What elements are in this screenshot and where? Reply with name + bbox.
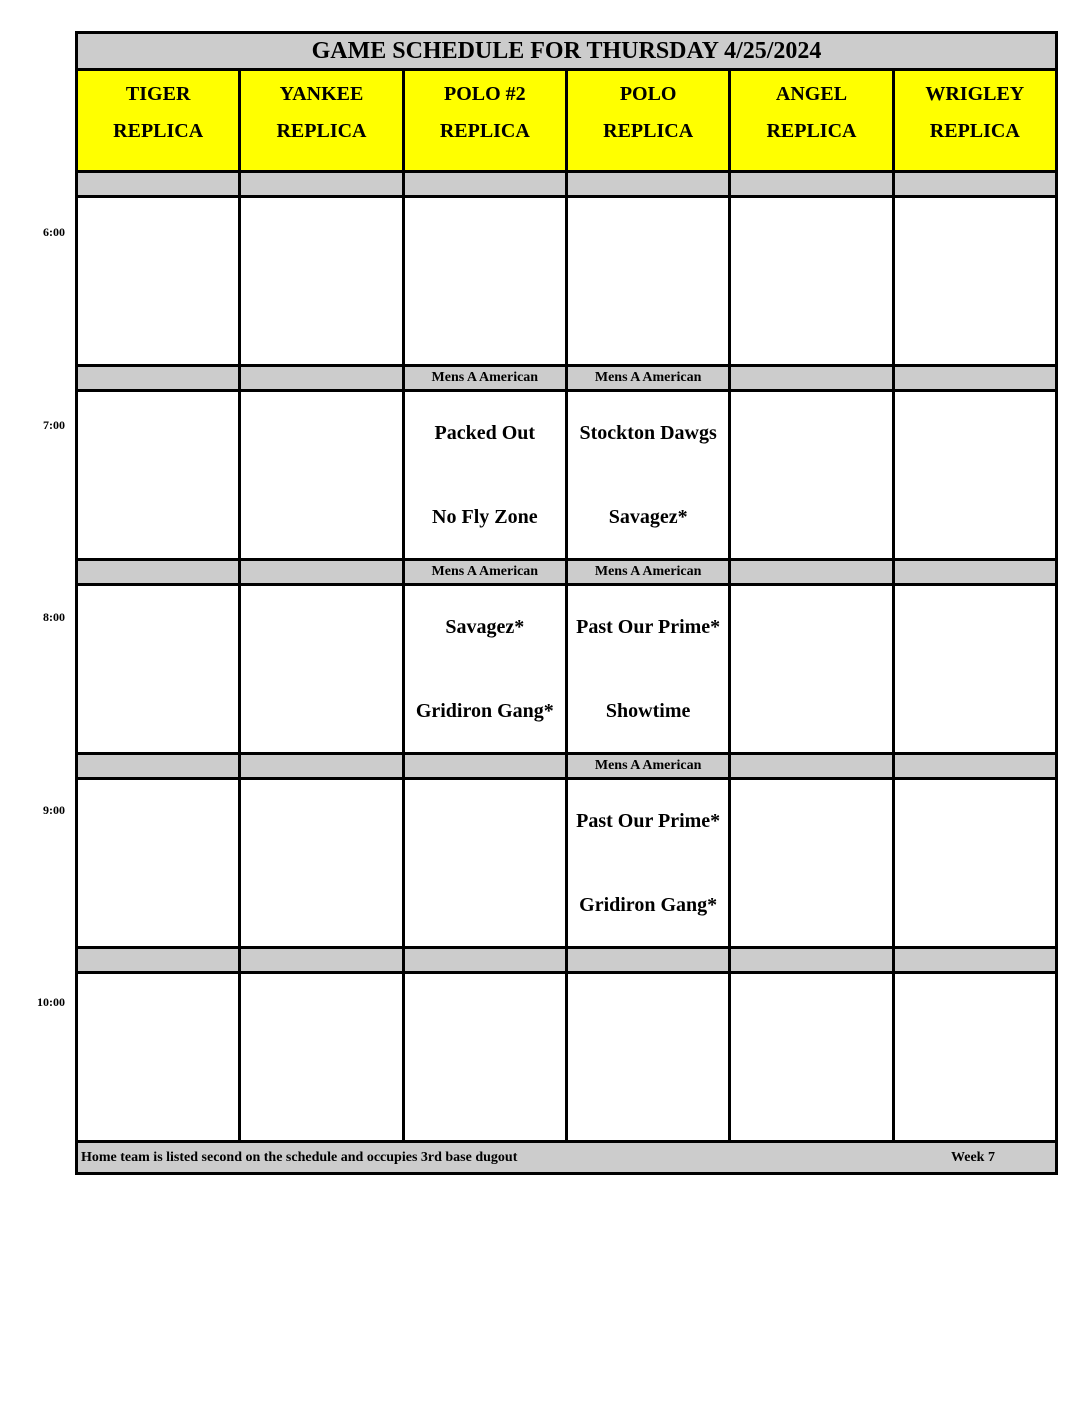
field-type: REPLICA [603,120,694,142]
home-team: Showtime [605,700,691,722]
field-name: POLO [619,83,677,105]
home-team: Savagez* [608,506,688,528]
division-label [568,949,731,971]
division-label [895,561,1055,583]
time-slots [78,173,1055,1143]
game-cell [405,198,568,364]
division-label [78,949,241,971]
game-cell [895,392,1055,558]
field-name: YANKEE [279,83,364,105]
division-label [731,367,894,389]
schedule-footer [78,1143,1055,1172]
field-name: TIGER [125,83,191,105]
game-cell [405,780,568,946]
game-cell [895,198,1055,364]
game-cell [241,586,404,752]
game-slot-row [78,780,1055,949]
division-strip [78,367,1055,392]
division-label [241,173,404,195]
division-label [241,367,404,389]
game-cell [731,198,894,364]
game-cell [568,780,731,946]
division-label [731,561,894,583]
game-cell [78,780,241,946]
field-header [78,71,241,170]
away-team: Past Our Prime* [576,616,721,638]
division-label: Mens A American [568,755,731,777]
field-header-row [78,71,1055,173]
division-label [405,755,568,777]
game-cell [731,586,894,752]
division-label [405,949,568,971]
home-team-note: Home team is listed second on the schedule and occupies 3rd base dugout [81,1150,518,1165]
away-team: Packed Out [434,422,536,444]
game-cell [78,198,241,364]
division-label [78,561,241,583]
game-cell [241,780,404,946]
division-label [895,755,1055,777]
time-label: 7:00 [43,417,65,432]
division-label [568,173,731,195]
field-name: ANGEL [775,83,848,105]
game-slot-row [78,198,1055,367]
game-cell [241,974,404,1140]
time-label: 8:00 [43,610,65,624]
game-slot-row [78,974,1055,1143]
division-label: Mens A American [568,367,731,389]
division-label [895,949,1055,971]
division-label [895,173,1055,195]
field-header [241,71,404,170]
time-label: 9:00 [43,802,65,817]
field-type: REPLICA [276,120,367,142]
game-cell [405,974,568,1140]
game-cell [731,780,894,946]
division-label [895,367,1055,389]
division-label [731,949,894,971]
game-cell [895,974,1055,1140]
field-name: POLO #2 [443,83,526,105]
time-label: 10:00 [37,995,65,1009]
division-label: Mens A American [405,561,568,583]
division-strip [78,949,1055,974]
field-type: REPLICA [439,120,530,142]
game-slot-row [78,392,1055,561]
schedule-title: GAME SCHEDULE FOR THURSDAY 4/25/2024 [78,34,1055,71]
game-cell [895,586,1055,752]
game-slot-row [78,586,1055,755]
field-header [405,71,568,170]
game-cell [731,974,894,1140]
game-cell [568,392,731,558]
division-strip [78,755,1055,780]
game-cell [405,392,568,558]
away-team: Past Our Prime* [576,810,721,832]
field-name: WRIGLEY [925,83,1025,105]
game-cell [405,586,568,752]
division-label [78,755,241,777]
division-label [241,755,404,777]
game-cell [78,586,241,752]
field-header [895,71,1055,170]
time-label: 6:00 [43,225,65,239]
schedule-table [75,31,1058,1175]
division-label: Mens A American [568,561,731,583]
away-team: Savagez* [445,616,525,638]
division-label [241,949,404,971]
field-type: REPLICA [766,120,857,142]
division-label: Mens A American [405,367,568,389]
field-type: REPLICA [929,120,1020,142]
home-team: Gridiron Gang* [415,700,554,722]
game-cell [731,392,894,558]
division-label [241,561,404,583]
field-type: REPLICA [113,120,204,142]
division-label [78,367,241,389]
game-cell [78,392,241,558]
game-cell [568,198,731,364]
division-label [731,173,894,195]
away-team: Stockton Dawgs [579,422,717,444]
home-team: No Fly Zone [432,506,538,528]
division-strip [78,561,1055,586]
division-strip [78,173,1055,198]
week-label: Week 7 [951,1150,995,1165]
division-label [78,173,241,195]
game-cell [568,586,731,752]
game-cell [241,198,404,364]
game-cell [241,392,404,558]
game-cell [568,974,731,1140]
game-cell [895,780,1055,946]
game-cell [78,974,241,1140]
home-team: Gridiron Gang* [579,894,718,916]
field-header [568,71,731,170]
field-header [731,71,894,170]
division-label [731,755,894,777]
division-label [405,173,568,195]
